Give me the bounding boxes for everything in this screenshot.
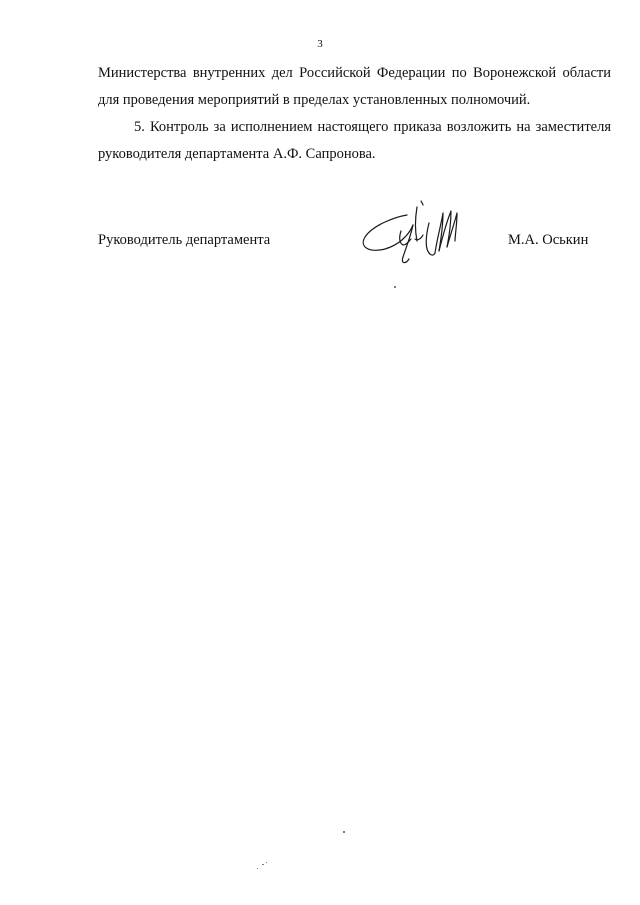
signer-position: Руководитель департамента [98, 232, 271, 248]
page-number: 3 [317, 38, 323, 50]
scan-speck [257, 868, 258, 869]
handwritten-signature [355, 195, 475, 270]
document-body [98, 60, 611, 168]
signer-name: М.А. Оськин [508, 232, 589, 248]
scan-speck [343, 831, 345, 833]
scan-speck [262, 864, 264, 865]
signature-row [98, 227, 598, 257]
scan-speck [394, 286, 396, 288]
paragraph-continuation: Министерства внутренних дел Российской Федерации по Воронежской области для проведения мероприятий в пределах установленных полномочий. [98, 65, 611, 108]
scan-speck [266, 862, 267, 863]
paragraph-item-5: 5. Контроль за исполнением настоящего приказа возложить на заместителя руководителя департамента А.Ф. Сапронова. [98, 119, 611, 162]
